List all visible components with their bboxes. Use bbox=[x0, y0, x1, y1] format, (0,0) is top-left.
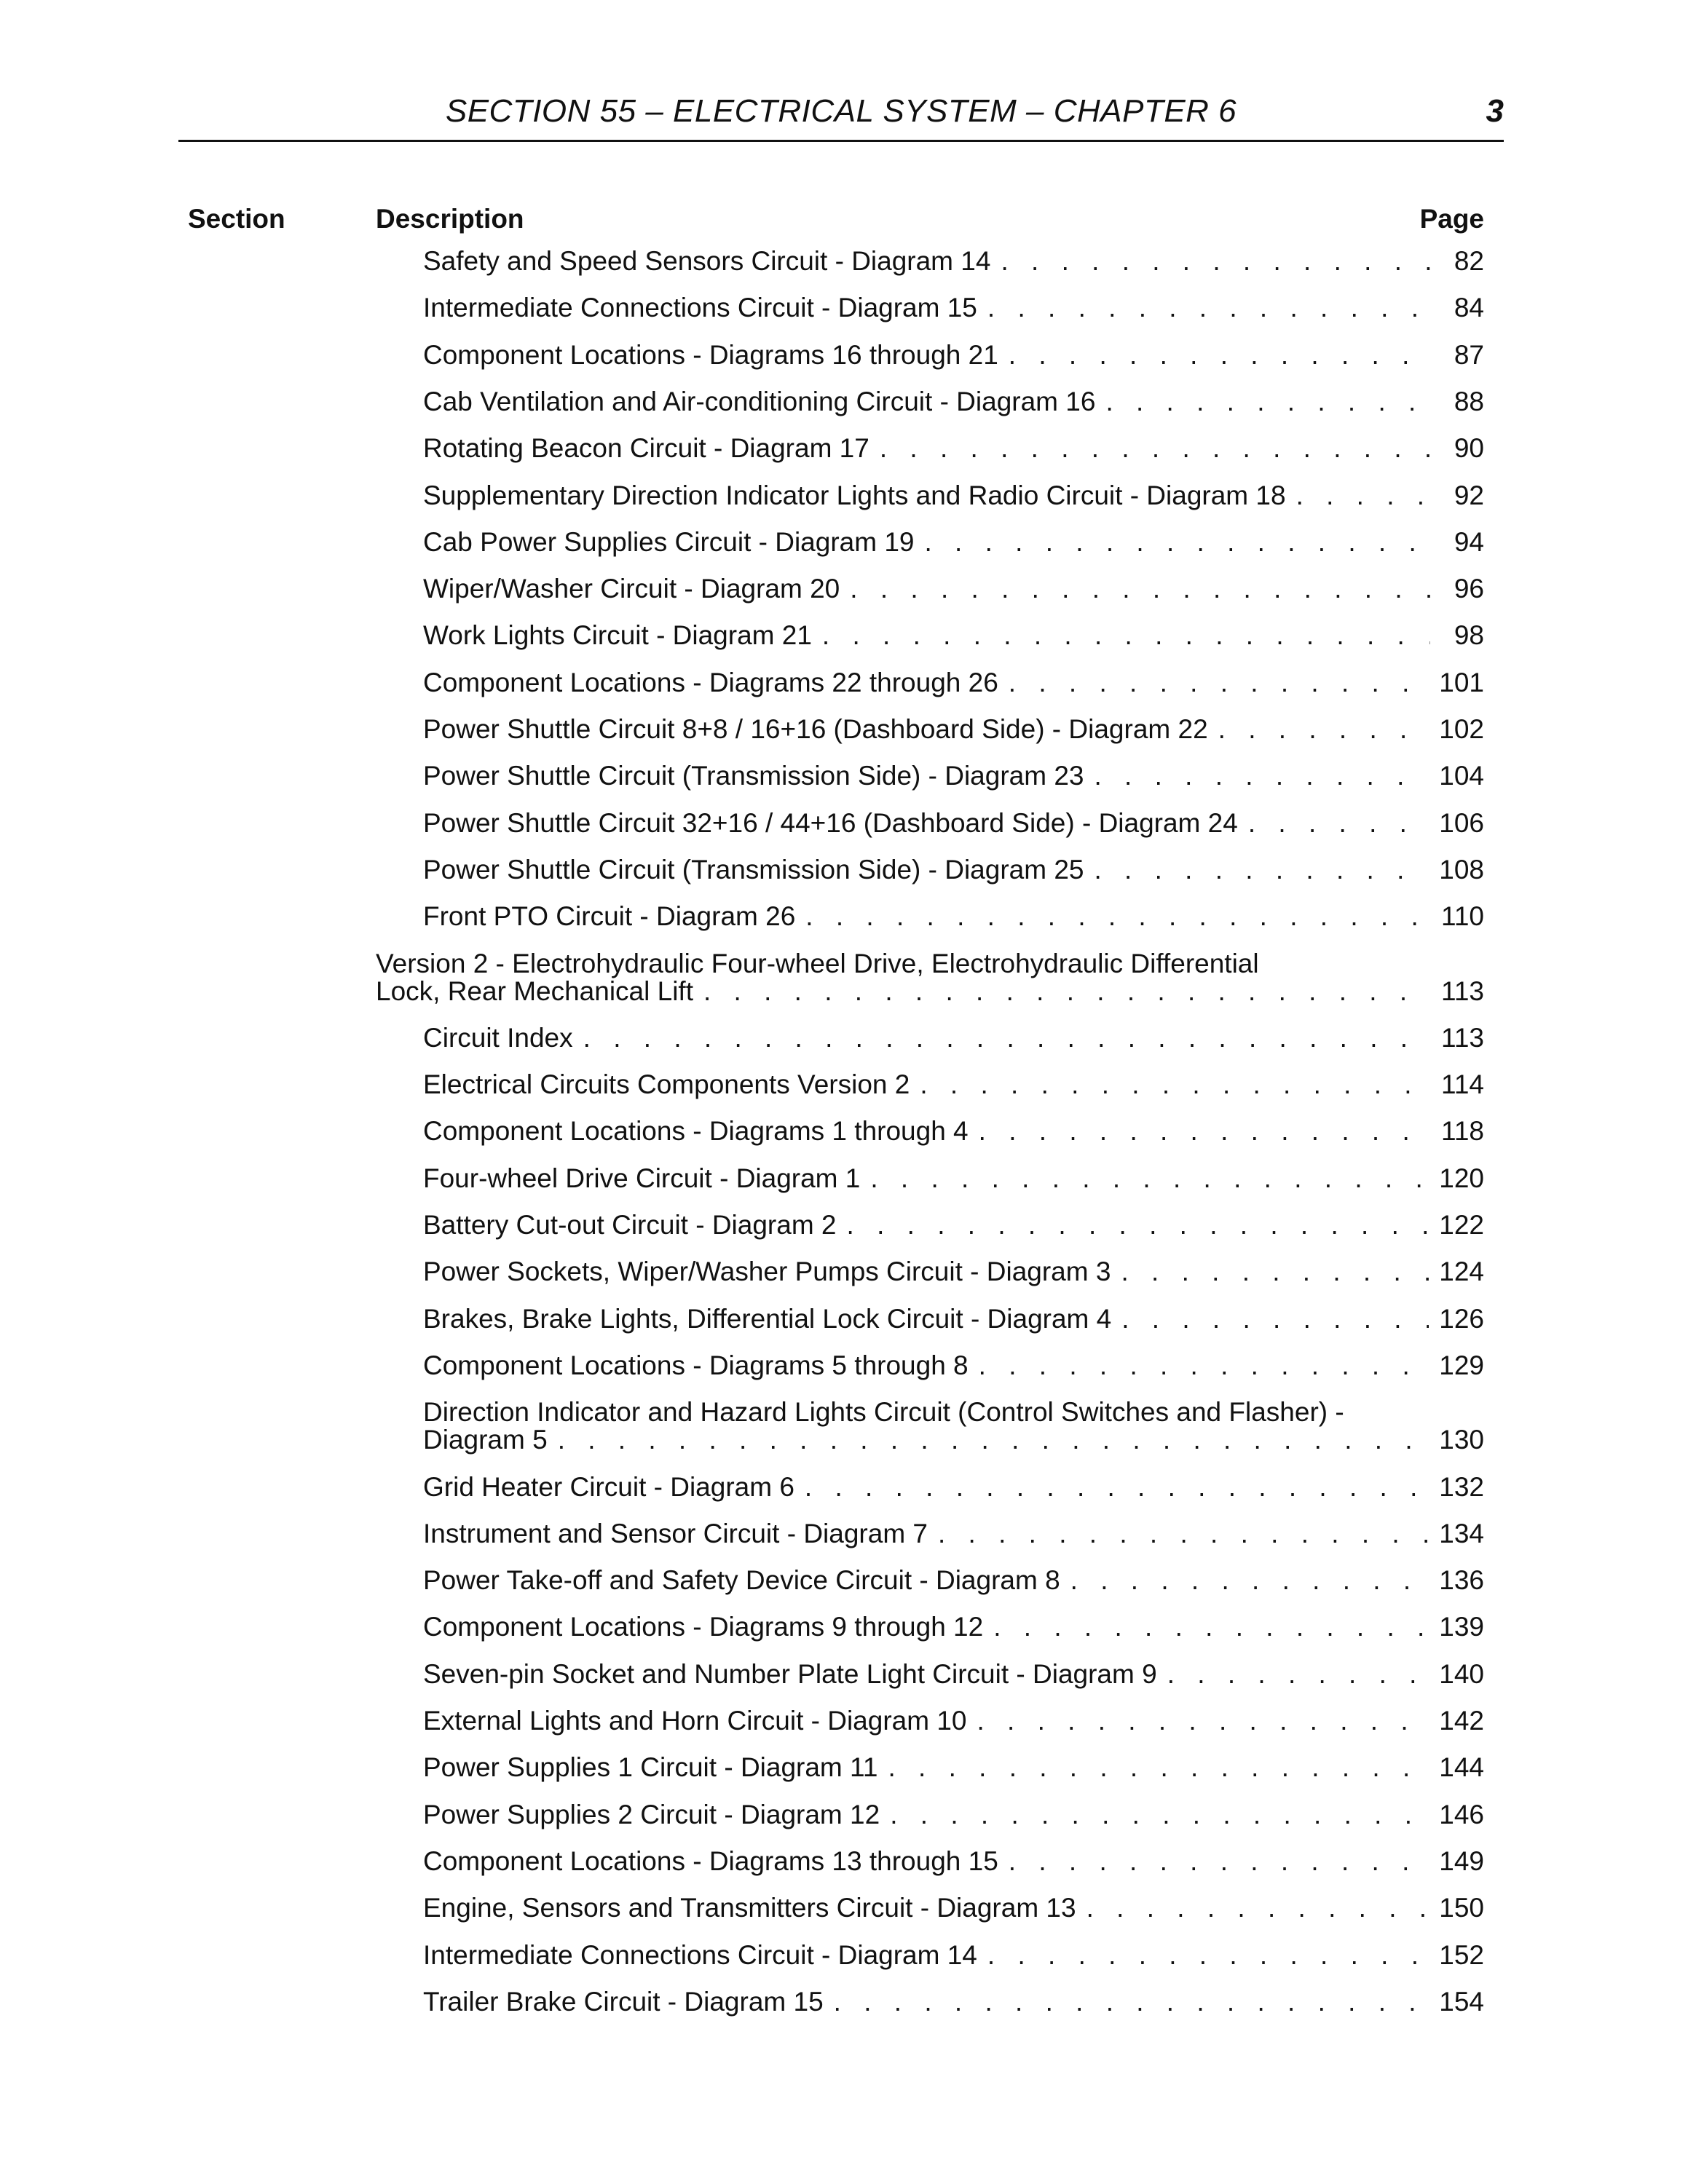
toc-entry-page: 84 bbox=[1454, 293, 1484, 323]
toc-entry-row bbox=[423, 1939, 1484, 1970]
dot-leader bbox=[880, 435, 1430, 462]
toc-entry bbox=[423, 1845, 1484, 1876]
toc-entry-row bbox=[423, 1894, 1484, 1922]
toc-entry-row bbox=[423, 807, 1484, 838]
toc-entry-title: Power Take-off and Safety Device Circuit - Diagram 8 bbox=[423, 1565, 1060, 1596]
dot-leader bbox=[558, 1426, 1429, 1454]
toc-entry-title: Intermediate Connections Circuit - Diagram 14 bbox=[423, 1939, 977, 1970]
toc-entry-row bbox=[423, 1024, 1484, 1052]
dot-leader bbox=[979, 1352, 1429, 1380]
dot-leader bbox=[987, 294, 1430, 322]
toc-entry-page: 122 bbox=[1439, 1210, 1484, 1240]
toc-entry-page: 120 bbox=[1439, 1163, 1484, 1193]
toc-entry-page: 126 bbox=[1439, 1303, 1484, 1334]
toc-entry-title: Rotating Beacon Circuit - Diagram 17 bbox=[423, 433, 869, 464]
dot-leader bbox=[1248, 810, 1429, 837]
toc-entry-title: Grid Heater Circuit - Diagram 6 bbox=[423, 1471, 794, 1502]
toc-entry-page: 104 bbox=[1439, 761, 1484, 791]
dot-leader bbox=[847, 1211, 1429, 1239]
toc-entry-page: 94 bbox=[1454, 526, 1484, 557]
toc-entry-row bbox=[423, 1071, 1484, 1099]
toc-entry bbox=[423, 807, 1484, 838]
dot-leader bbox=[805, 1473, 1429, 1501]
toc-entry bbox=[423, 1754, 1484, 1781]
toc-entry bbox=[423, 1258, 1484, 1286]
toc-entry-page: 87 bbox=[1454, 339, 1484, 370]
column-header-page: Page bbox=[1419, 204, 1484, 234]
toc-entry-title: External Lights and Horn Circuit - Diagram 10 bbox=[423, 1706, 967, 1736]
toc-entry-title: Power Supplies 1 Circuit - Diagram 11 bbox=[423, 1752, 878, 1783]
dot-leader bbox=[938, 1520, 1429, 1548]
dot-leader bbox=[1001, 248, 1430, 275]
toc-entry-page: 124 bbox=[1439, 1257, 1484, 1287]
toc-entry-title: Power Sockets, Wiper/Washer Pumps Circuit - Diagram 3 bbox=[423, 1257, 1111, 1287]
toc-entry-title: Battery Cut-out Circuit - Diagram 2 bbox=[423, 1210, 837, 1240]
toc-entry-page: 150 bbox=[1439, 1893, 1484, 1923]
toc-entry-page: 149 bbox=[1439, 1845, 1484, 1876]
toc-entry bbox=[423, 435, 1484, 462]
toc-entry-title: Instrument and Sensor Circuit - Diagram 7 bbox=[423, 1518, 928, 1548]
toc-entry-row bbox=[423, 575, 1484, 603]
dot-leader bbox=[1121, 1258, 1429, 1286]
toc-entry-title: Component Locations - Diagrams 13 through 15 bbox=[423, 1845, 998, 1876]
page-number: 3 bbox=[1486, 93, 1504, 129]
toc-entry bbox=[423, 1939, 1484, 1970]
toc-entry-page: 114 bbox=[1441, 1069, 1484, 1100]
toc-entry-row bbox=[376, 978, 1484, 1005]
toc-entry-title: Power Supplies 2 Circuit - Diagram 12 bbox=[423, 1799, 880, 1829]
toc-entry-title: Circuit Index bbox=[423, 1022, 573, 1053]
dot-leader bbox=[1009, 1848, 1429, 1875]
toc-entry-page: 90 bbox=[1454, 433, 1484, 464]
toc-entry bbox=[423, 1117, 1484, 1145]
toc-entry-page: 130 bbox=[1439, 1425, 1484, 1455]
toc-entry bbox=[376, 950, 1484, 1005]
toc-entry-page: 108 bbox=[1439, 854, 1484, 885]
toc-entry-row bbox=[423, 1613, 1484, 1641]
toc-entry bbox=[423, 1894, 1484, 1922]
toc-entry-page: 140 bbox=[1439, 1658, 1484, 1689]
toc-entry bbox=[423, 716, 1484, 743]
toc-entry-row bbox=[423, 762, 1484, 790]
toc-entry-row bbox=[423, 622, 1484, 649]
toc-entry-page: 101 bbox=[1439, 667, 1484, 697]
toc-entry-title: Four-wheel Drive Circuit - Diagram 1 bbox=[423, 1163, 861, 1193]
dot-leader bbox=[1296, 482, 1430, 510]
toc-entry bbox=[423, 1707, 1484, 1735]
toc-entry bbox=[423, 1801, 1484, 1829]
toc-entry-row bbox=[423, 1520, 1484, 1548]
toc-entry-row bbox=[423, 341, 1484, 369]
toc-entry bbox=[423, 294, 1484, 322]
column-header-section: Section bbox=[188, 204, 285, 234]
toc-entry-title: Safety and Speed Sensors Circuit - Diagram 14 bbox=[423, 246, 991, 276]
toc-entry bbox=[423, 575, 1484, 603]
toc-entry-row bbox=[423, 1165, 1484, 1192]
dot-leader bbox=[890, 1801, 1429, 1829]
dot-leader bbox=[987, 1942, 1429, 1969]
toc-entry-title: Component Locations - Diagrams 22 through 26 bbox=[423, 667, 998, 697]
toc-entry-title: Front PTO Circuit - Diagram 26 bbox=[423, 901, 796, 932]
dot-leader bbox=[979, 1117, 1430, 1145]
toc-entry-title: Cab Power Supplies Circuit - Diagram 19 bbox=[423, 526, 915, 557]
toc-entry-title: Trailer Brake Circuit - Diagram 15 bbox=[423, 1986, 824, 2017]
toc-entry-row bbox=[423, 1988, 1484, 2016]
toc-entry-title: Electrical Circuits Components Version 2 bbox=[423, 1069, 910, 1100]
toc-entry bbox=[423, 482, 1484, 510]
toc-entry-title: Component Locations - Diagrams 9 through 12 bbox=[423, 1612, 984, 1642]
toc-entry-row bbox=[423, 1473, 1484, 1501]
dot-leader bbox=[1009, 669, 1429, 697]
toc-entry-title: Component Locations - Diagrams 16 through 21 bbox=[423, 339, 998, 370]
toc-entry-row bbox=[423, 1801, 1484, 1829]
toc-entry bbox=[423, 1658, 1484, 1689]
toc-entry-row bbox=[423, 716, 1484, 743]
dot-leader bbox=[583, 1024, 1430, 1052]
toc-entry-row bbox=[423, 1707, 1484, 1735]
toc-entry-title: Power Shuttle Circuit 8+8 / 16+16 (Dashboard Side) - Diagram 22 bbox=[423, 714, 1208, 744]
toc-entry-page: 142 bbox=[1439, 1706, 1484, 1736]
toc-entry-title: Power Shuttle Circuit 32+16 / 44+16 (Dashboard Side) - Diagram 24 bbox=[423, 807, 1238, 838]
toc-entry-page: 113 bbox=[1441, 1022, 1484, 1053]
toc-entry bbox=[423, 1024, 1484, 1052]
dot-leader bbox=[834, 1988, 1429, 2016]
toc-entry-title: Cab Ventilation and Air-conditioning Circuit - Diagram 16 bbox=[423, 386, 1096, 416]
toc-entry-row bbox=[423, 1426, 1484, 1454]
toc-entry-row bbox=[423, 248, 1484, 275]
toc-entry-page: 136 bbox=[1439, 1565, 1484, 1596]
toc-entry-row bbox=[423, 1211, 1484, 1239]
toc-entry-page: 106 bbox=[1439, 807, 1484, 838]
toc-entry-row bbox=[423, 1117, 1484, 1145]
toc-entry-line1: Direction Indicator and Hazard Lights Circuit (Control Switches and Flasher) - bbox=[423, 1397, 1344, 1428]
toc-entry-row bbox=[423, 1845, 1484, 1876]
toc-entry-title: Work Lights Circuit - Diagram 21 bbox=[423, 620, 812, 651]
toc-entry-row bbox=[423, 526, 1484, 557]
dot-leader bbox=[1094, 856, 1429, 884]
dot-leader bbox=[1105, 388, 1430, 416]
toc-entry-title: Seven-pin Socket and Number Plate Light Circuit - Diagram 9 bbox=[423, 1658, 1157, 1689]
toc-entry bbox=[423, 1352, 1484, 1380]
toc-entry-row bbox=[423, 1658, 1484, 1689]
toc-entry-title: Component Locations - Diagrams 1 through 4 bbox=[423, 1116, 969, 1147]
toc-entry-row bbox=[423, 1305, 1484, 1333]
toc-entry bbox=[423, 856, 1484, 884]
toc-entry bbox=[423, 1211, 1484, 1239]
toc-entry-title: Power Shuttle Circuit (Transmission Side) - Diagram 23 bbox=[423, 761, 1084, 791]
section-title: SECTION 55 – ELECTRICAL SYSTEM – CHAPTER 6 bbox=[445, 93, 1237, 129]
dot-leader bbox=[920, 1071, 1430, 1099]
toc-entry-row bbox=[423, 903, 1484, 930]
toc-entry-title: Wiper/Washer Circuit - Diagram 20 bbox=[423, 574, 840, 604]
toc-entry-page: 129 bbox=[1439, 1350, 1484, 1380]
dot-leader bbox=[888, 1754, 1429, 1781]
toc-entry bbox=[423, 622, 1484, 649]
dot-leader bbox=[977, 1707, 1429, 1735]
toc-entry-page: 132 bbox=[1439, 1471, 1484, 1502]
toc-entry bbox=[423, 762, 1484, 790]
dot-leader bbox=[870, 1165, 1429, 1192]
toc-entry bbox=[423, 669, 1484, 697]
dot-leader bbox=[703, 978, 1430, 1005]
toc-entry-title: Supplementary Direction Indicator Lights and Radio Circuit - Diagram 18 bbox=[423, 480, 1286, 510]
toc-entry-title: Engine, Sensors and Transmitters Circuit - Diagram 13 bbox=[423, 1893, 1076, 1923]
toc-entry-page: 152 bbox=[1439, 1939, 1484, 1970]
dot-leader bbox=[1086, 1894, 1429, 1922]
toc-entry-row bbox=[423, 1754, 1484, 1781]
toc-entry bbox=[423, 341, 1484, 369]
toc-entry-page: 102 bbox=[1439, 714, 1484, 744]
toc-entry bbox=[423, 1613, 1484, 1641]
toc-entry bbox=[423, 1567, 1484, 1594]
toc-entry-row bbox=[423, 388, 1484, 416]
page-header bbox=[178, 87, 1504, 142]
toc-entry-page: 113 bbox=[1441, 976, 1484, 1006]
toc-entry-row bbox=[423, 1567, 1484, 1594]
dot-leader bbox=[822, 622, 1430, 649]
toc-entry-row bbox=[423, 669, 1484, 697]
toc-entry bbox=[423, 388, 1484, 416]
toc-entry-row bbox=[423, 435, 1484, 462]
toc-entry-row bbox=[423, 856, 1484, 884]
toc-entry-line1: Version 2 - Electrohydraulic Four-wheel Drive, Electrohydraulic Differential bbox=[376, 948, 1259, 978]
toc-entry bbox=[423, 903, 1484, 930]
toc-entry-page: 110 bbox=[1441, 901, 1484, 932]
dot-leader bbox=[925, 529, 1431, 556]
toc-entry-title: Component Locations - Diagrams 5 through 8 bbox=[423, 1350, 969, 1380]
toc-entry bbox=[423, 1165, 1484, 1192]
toc-entry bbox=[423, 1988, 1484, 2016]
column-header-description: Description bbox=[376, 204, 524, 234]
toc-entry-page: 118 bbox=[1441, 1116, 1484, 1147]
dot-leader bbox=[805, 903, 1430, 930]
toc-entry-page: 139 bbox=[1439, 1612, 1484, 1642]
toc-entry-title: Brakes, Brake Lights, Differential Lock Circuit - Diagram 4 bbox=[423, 1303, 1112, 1334]
toc-entry-page: 154 bbox=[1439, 1986, 1484, 2017]
dot-leader bbox=[1009, 341, 1430, 369]
toc-entry-row bbox=[423, 1258, 1484, 1286]
dot-leader bbox=[850, 575, 1430, 603]
toc-entry-title: Intermediate Connections Circuit - Diagram 15 bbox=[423, 293, 977, 323]
toc-entry-page: 134 bbox=[1439, 1518, 1484, 1548]
toc-entry bbox=[423, 526, 1484, 557]
dot-leader bbox=[1121, 1305, 1429, 1333]
toc-entry-row bbox=[423, 482, 1484, 510]
toc-entry-page: 98 bbox=[1454, 620, 1484, 651]
toc-entry-page: 96 bbox=[1454, 574, 1484, 604]
dot-leader bbox=[1218, 716, 1429, 743]
toc-entry-page: 82 bbox=[1454, 246, 1484, 276]
toc-entry bbox=[423, 1520, 1484, 1548]
dot-leader bbox=[1094, 762, 1429, 790]
toc-entry-row bbox=[423, 294, 1484, 322]
toc-entry-page: 92 bbox=[1454, 480, 1484, 510]
toc-entry-title: Lock, Rear Mechanical Lift bbox=[376, 976, 693, 1006]
toc-entry bbox=[423, 1398, 1484, 1454]
toc-entry-title: Power Shuttle Circuit (Transmission Side) - Diagram 25 bbox=[423, 854, 1084, 885]
toc-entry bbox=[423, 1305, 1484, 1333]
toc-entry-row bbox=[423, 1352, 1484, 1380]
toc-entry bbox=[423, 1071, 1484, 1099]
dot-leader bbox=[1070, 1567, 1429, 1594]
toc-entry-page: 88 bbox=[1454, 386, 1484, 416]
toc-entry bbox=[423, 1473, 1484, 1501]
toc-entry-page: 144 bbox=[1439, 1752, 1484, 1783]
dot-leader bbox=[993, 1613, 1429, 1641]
toc-entry-title: Diagram 5 bbox=[423, 1425, 548, 1455]
toc-entry-page: 146 bbox=[1439, 1799, 1484, 1829]
dot-leader bbox=[1167, 1661, 1429, 1688]
toc-entry bbox=[423, 248, 1484, 275]
